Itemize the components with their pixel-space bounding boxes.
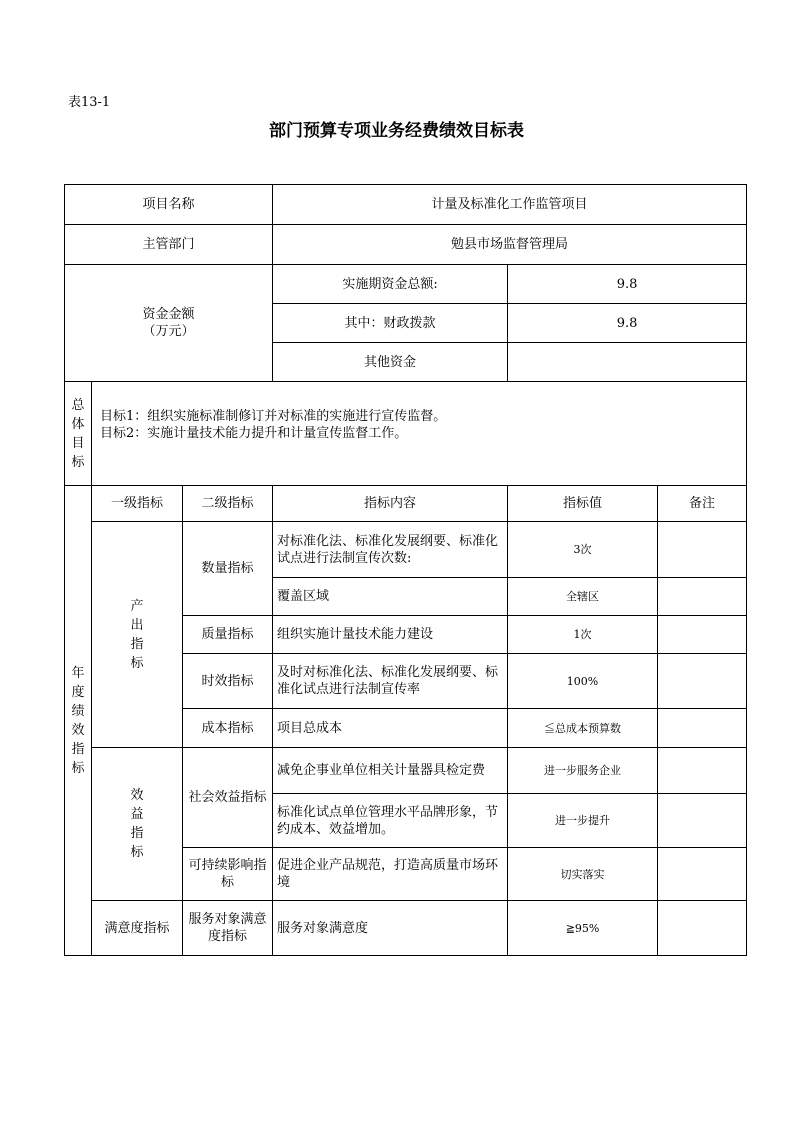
indicator-note — [658, 794, 747, 848]
table-row — [65, 901, 747, 956]
indicator-note — [658, 901, 747, 956]
performance-table — [64, 184, 747, 956]
indicator-note — [658, 848, 747, 901]
funds-other-label: 其他资金 — [273, 343, 508, 382]
goal-2: 目标2：实施计量技术能力提升和计量宣传监督工作。 — [100, 426, 408, 441]
funds-total-row — [65, 265, 747, 304]
project-name-row — [65, 185, 747, 225]
level2-quality: 质量指标 — [183, 616, 273, 654]
level2-quantity: 数量指标 — [183, 522, 273, 616]
department-row — [65, 225, 747, 265]
level2-timeliness: 时效指标 — [183, 654, 273, 709]
overall-goals-row — [65, 382, 747, 486]
indicator-note — [658, 654, 747, 709]
indicator-content: 减免企事业单位相关计量器具检定费 — [273, 748, 508, 794]
table-row — [65, 748, 747, 794]
indicator-content: 对标准化法、标准化发展纲要、标准化试点进行法制宣传次数: — [273, 522, 508, 578]
goal-1: 目标1：组织实施标准制修订并对标准的实施进行宣传监督。 — [100, 409, 447, 424]
indicator-content: 及时对标准化法、标准化发展纲要、标准化试点进行法制宣传率 — [273, 654, 508, 709]
output-indicators-label — [92, 522, 183, 748]
funds-label-line1: 资金金额 — [142, 307, 195, 322]
level2-satisfaction: 服务对象满意度指标 — [183, 901, 273, 956]
indicator-note — [658, 522, 747, 578]
overall-goals-label-text: 总 体 目 标 — [71, 397, 85, 470]
funds-fiscal-label: 其中：财政拨款 — [273, 304, 508, 343]
indicator-note — [658, 709, 747, 748]
funds-total-value: 9.8 — [508, 265, 747, 304]
table-number: 表13-1 — [68, 95, 111, 110]
header-content: 指标内容 — [273, 486, 508, 522]
header-level2: 二级指标 — [183, 486, 273, 522]
indicator-content: 组织实施计量技术能力建设 — [273, 616, 508, 654]
table-row — [65, 522, 747, 578]
indicator-value: 切实落实 — [508, 848, 658, 901]
level2-sustainability: 可持续影响指标 — [183, 848, 273, 901]
indicator-content: 标准化试点单位管理水平品牌形象，节约成本、效益增加。 — [273, 794, 508, 848]
project-name-label: 项目名称 — [65, 185, 273, 225]
department-value: 勉县市场监督管理局 — [273, 225, 747, 265]
indicator-value: ≦总成本预算数 — [508, 709, 658, 748]
annual-indicators-label-text: 年 度 绩 效 指 标 — [71, 665, 85, 776]
funds-label-line2: （万元） — [142, 324, 195, 339]
indicator-value: 全辖区 — [508, 578, 658, 616]
output-indicators-label-text: 产 出 指 标 — [130, 598, 144, 671]
department-label: 主管部门 — [65, 225, 273, 265]
indicator-note — [658, 578, 747, 616]
indicator-value: 100% — [508, 654, 658, 709]
funds-other-value — [508, 343, 747, 382]
benefit-indicators-label — [92, 748, 183, 901]
funds-fiscal-value: 9.8 — [508, 304, 747, 343]
indicator-value: 1次 — [508, 616, 658, 654]
header-value: 指标值 — [508, 486, 658, 522]
indicator-value: 3次 — [508, 522, 658, 578]
page-title: 部门预算专项业务经费绩效目标表 — [269, 121, 524, 141]
overall-goals-label — [65, 382, 92, 486]
indicator-value: 进一步服务企业 — [508, 748, 658, 794]
indicator-content: 项目总成本 — [273, 709, 508, 748]
funds-total-label: 实施期资金总额: — [273, 265, 508, 304]
funds-label — [65, 265, 273, 382]
indicator-value: 进一步提升 — [508, 794, 658, 848]
indicator-header-row — [65, 486, 747, 522]
overall-goals-content — [92, 382, 747, 486]
indicator-note — [658, 748, 747, 794]
benefit-indicators-label-text: 效 益 指 标 — [130, 788, 144, 860]
indicator-content: 覆盖区域 — [273, 578, 508, 616]
header-level1: 一级指标 — [92, 486, 183, 522]
indicator-note — [658, 616, 747, 654]
level1-satisfaction: 满意度指标 — [92, 901, 183, 956]
level2-cost: 成本指标 — [183, 709, 273, 748]
indicator-content: 服务对象满意度 — [273, 901, 508, 956]
indicator-value: ≧95% — [508, 901, 658, 956]
project-name-value: 计量及标准化工作监管项目 — [273, 185, 747, 225]
level2-social-benefit: 社会效益指标 — [183, 748, 273, 848]
header-note: 备注 — [658, 486, 747, 522]
annual-indicators-label — [65, 486, 92, 956]
indicator-content: 促进企业产品规范，打造高质量市场环境 — [273, 848, 508, 901]
